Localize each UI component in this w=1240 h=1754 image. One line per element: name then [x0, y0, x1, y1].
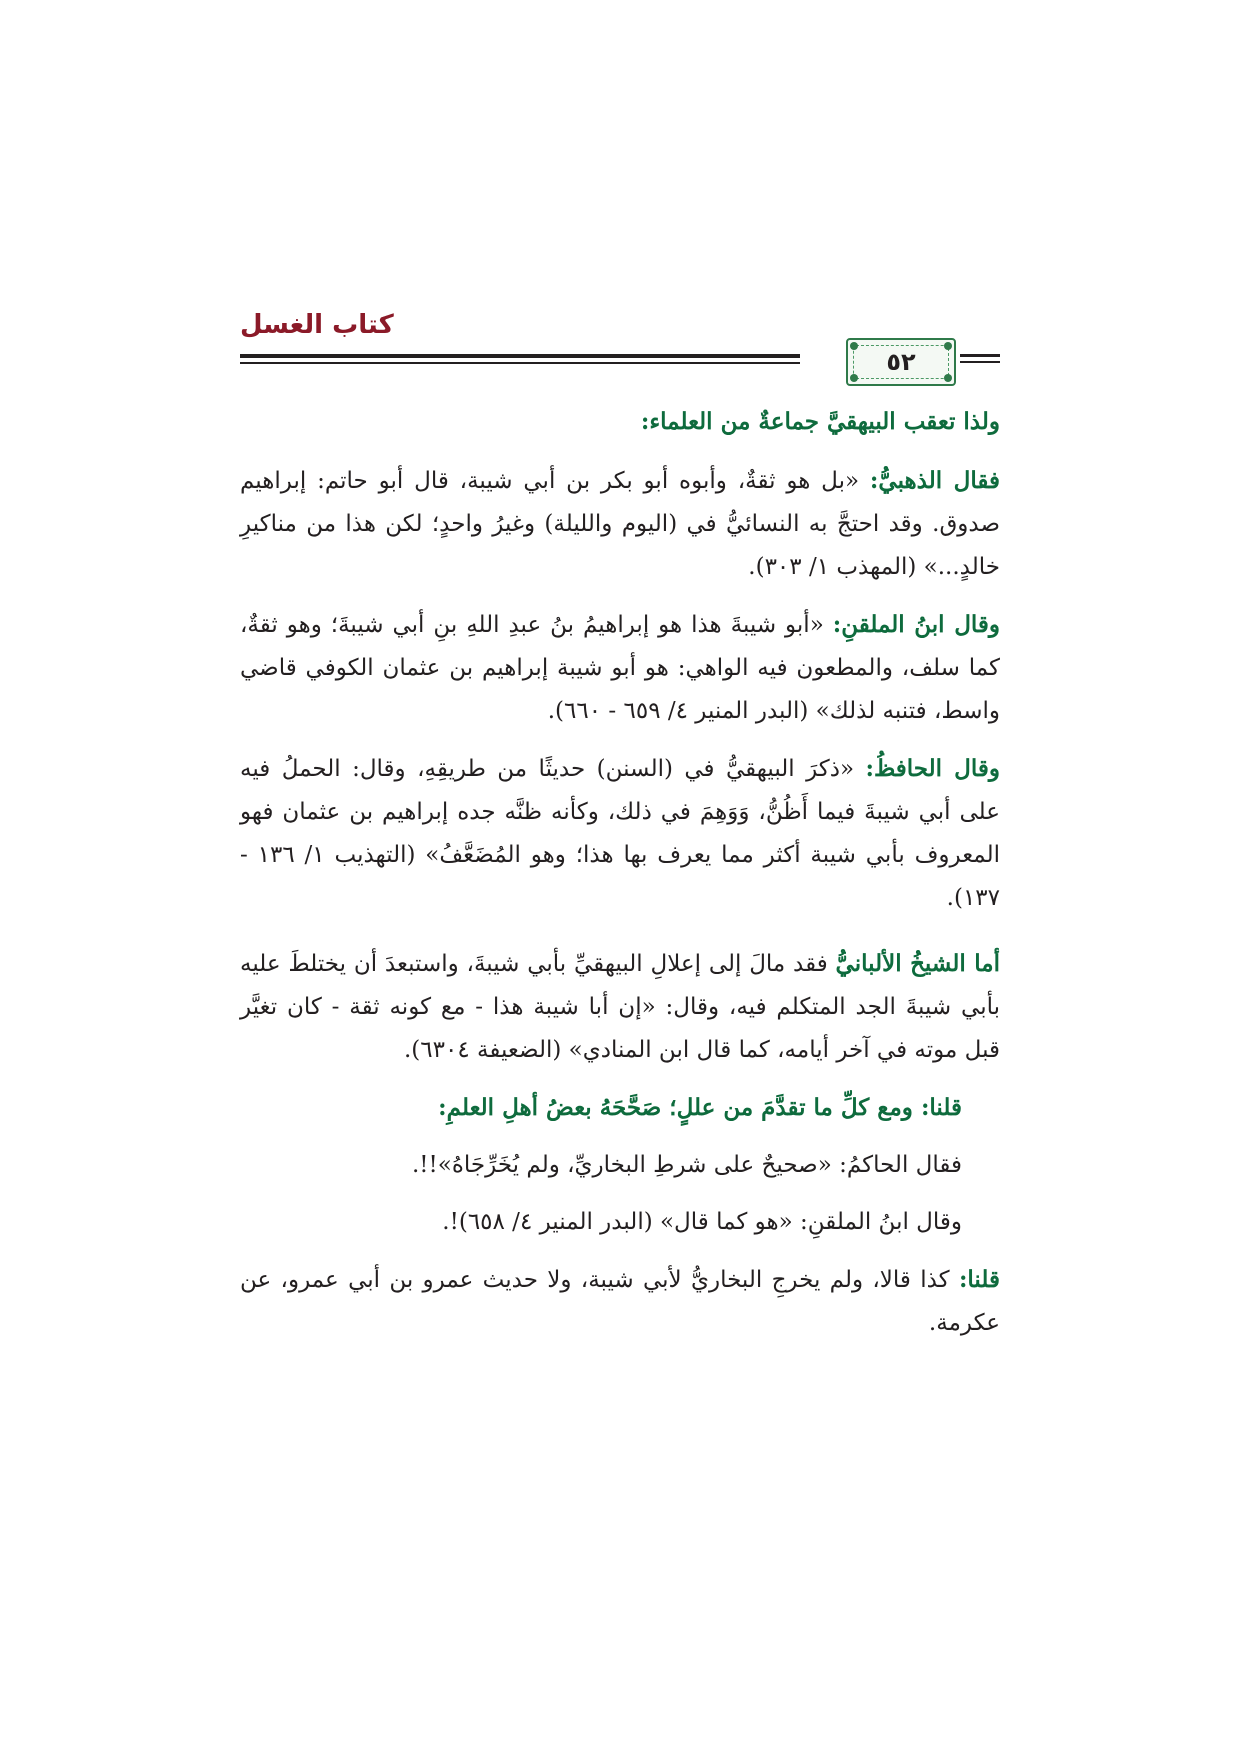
- paragraph-lead: قلنا:: [920, 1094, 962, 1121]
- paragraph-text: «ذكرَ البيهقيُّ في (السنن) حديثًا من طريقِهِ، وقال: الحملُ فيه على أبي شيبةَ فيما أَظُنُّ، وَوَهِمَ في ذلك، وكأنه ظنَّه جده إبراهيم بن عثمان فهو المعروف بأبي شيبة أكثر مما يعرف بها هذا؛ وهو المُضَعَّفُ» (التهذيب ١/ ١٣٦ - ١٣٧).: [240, 756, 1001, 911]
- paragraph-hafiz: [240, 747, 1000, 920]
- paragraph-text: «بل هو ثقةٌ، وأبوه أبو بكر بن أبي شيبة، قال أبو حاتم: إبراهيم صدوق. وقد احتجَّ به النسائيُّ في (اليوم والليلة) وغيرُ واحدٍ؛ لكن هذا من مناكيرِ خالدٍ...» (المهذب ١/ ٣٠٣).: [240, 468, 1000, 580]
- paragraph-text: «أبو شيبةَ هذا هو إبراهيمُ بنُ عبدِ اللهِ بنِ أبي شيبةَ؛ وهو ثقةٌ، كما سلف، والمطعون فيه الواهي: هو أبو شيبة إبراهيم بن عثمان الكوفي قاضي واسط، فتنبه لذلك» (البدر المنير ٤/ ٦٥٩ - ٦٦٠).: [240, 612, 1000, 724]
- header-rule-right-top: [960, 354, 1000, 357]
- paragraph-hakim: فقال الحاكمُ: «صحيحٌ على شرطِ البخاريِّ، ولم يُخَرِّجَاهُ»!!.: [412, 1152, 962, 1178]
- page-content: [240, 400, 1000, 1359]
- paragraph-albani: [240, 942, 1000, 1072]
- paragraph-ibn-mulaqqin: [240, 603, 1000, 733]
- paragraph-text: فقد مالَ إلى إعلالِ البيهقيِّ بأبي شيبةَ، واستبعدَ أن يختلطَ عليه بأبي شيبةَ الجد المتكلم فيه، وقال: «إن أبا شيبة هذا - مع كونه ثقة - كان تغيَّر قبل موته في آخر أيامه، كما قال ابن المنادي» (الضعيفة ٦٣٠٤).: [240, 951, 1000, 1063]
- header-rule-thick: [240, 354, 800, 358]
- paragraph-dhahabi: [240, 459, 1000, 589]
- paragraph-lead: وقال ابنُ الملقنِ:: [832, 611, 1001, 638]
- book-title: كتاب الغسل: [240, 310, 394, 340]
- page-header: [240, 300, 1000, 390]
- book-page: [240, 300, 1000, 1580]
- page-number-badge: [846, 338, 956, 386]
- paragraph-lead: وقال الحافظُ:: [865, 755, 1001, 782]
- paragraph-ibn-mulaqqin-2: وقال ابنُ الملقنِ: «هو كما قال» (البدر المنير ٤/ ٦٥٨)!.: [442, 1209, 962, 1235]
- paragraph-text: كذا قالا، ولم يخرجِ البخاريُّ لأبي شيبة، ولا حديث عمرو بن أبي عمرو، عن عكرمة.: [240, 1267, 1000, 1336]
- paragraph-lead: أما الشيخُ الألبانيُّ: [835, 950, 1000, 977]
- paragraph-text: ومع كلِّ ما تقدَّمَ من عللٍ؛ صَحَّحَهُ بعضُ أهلِ العلمِ:: [438, 1094, 921, 1121]
- paragraph-qulna-1: [240, 1086, 1000, 1130]
- paragraph-qulna-2: [240, 1258, 1000, 1345]
- header-rule-right-bottom: [960, 361, 1000, 363]
- page-number: ٥٢: [886, 348, 916, 376]
- header-rule-thin: [240, 362, 800, 364]
- paragraph-lead: قلنا:: [958, 1266, 1000, 1293]
- paragraph-lead: فقال الذهبيُّ:: [869, 467, 1000, 494]
- intro-heading: ولذا تعقب البيهقيَّ جماعةٌ من العلماء:: [640, 408, 1000, 435]
